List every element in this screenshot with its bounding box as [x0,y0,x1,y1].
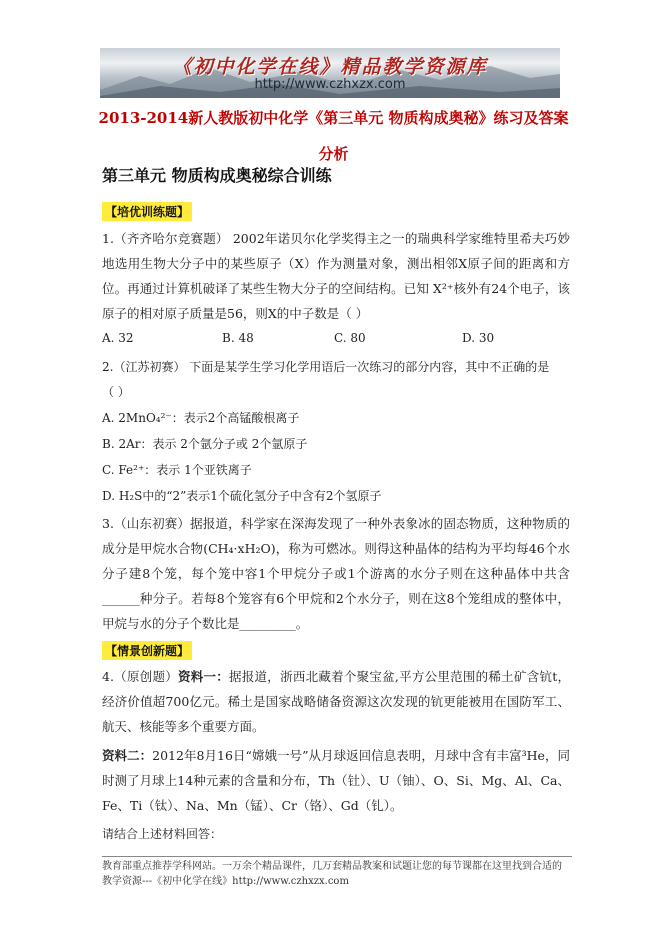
q2-option-d: D. H₂S中的“2”表示1个硫化氢分子中含有2个氢原子 [102,489,382,503]
question-4-prompt: 请结合上述材料回答： [102,827,223,841]
page-footer [102,856,572,889]
question-2-stem: 2.（江苏初赛） 下面是某学生学习化学用语后一次练习的部分内容，其中不正确的是 [102,360,550,374]
footer-line-2: 教学资源---《初中化学在线》http://www.czhxzx.com [102,876,349,887]
footer-line-1: 教育部重点推荐学科网站。一万余个精品课件，几万套精品教案和试题让您的每节课都在这里找到合适的 [102,861,562,872]
q1-option-b: B. 48 [222,331,254,345]
document-title: 2013-2014新人教版初中化学《第三单元 物质构成奥秘》练习及答案分析 [98,109,569,163]
q4-prefix: 4.（原创题） [102,669,178,684]
header-banner [100,48,560,98]
tag-scenario: 【情景创新题】 [102,641,192,660]
material-1-label: 资料一： [177,669,230,684]
q2-option-c: C. Fe²⁺：表示 1个亚铁离子 [102,463,252,477]
material-2-text: 2012年8月16日“嫦娥一号”从月球返回信息表明，月球中含有丰富³He，同时测了月球上14种元素的含量和分布，Th（钍）、U（铀）、O、Si、Mg、Al、Ca、Fe、Ti（钛）、Na、Mn（锰）、Cr（铬）、Gd（钆）。 [102,748,570,813]
q1-option-a: A. 32 [102,331,134,345]
banner-title: 《初中化学在线》精品教学资源库 [172,56,488,78]
question-4-material-2 [102,743,570,818]
question-4-material-1 [102,664,570,739]
tag-training: 【培优训练题】 [102,202,192,221]
q1-option-d: D. 30 [462,331,495,345]
question-1: 1.（齐齐哈尔竞赛题） 2002年诺贝尔化学奖得主之一的瑞典科学家维特里希夫巧妙地选用生物大分子中的某些原子（X）作为测量对象，测出相邻X原子间的距离和方位。再通过计算机破译了某些生物大分子的空间结构。已知 X²⁺核外有24个电子，该原子的相对原子质量是56，则X的中子数是（ ） [102,231,570,321]
banner-url[interactable]: http://www.czhxzx.com [254,77,406,92]
question-2-bracket: （ ） [102,385,130,399]
question-3: 3.（山东初赛）据报道，科学家在深海发现了一种外表象冰的固态物质，这种物质的成分是甲烷水合物(CH₄·xH₂O)，称为可燃冰。则得这种晶体的结构为平均每46个水分子建8个笼，每个笼中容1个甲烷分子或1个游离的水分子则在这种晶体中共含______种分子。若每8个笼容有6个甲烷和2个水分子，则在这8个笼组成的整体中，甲烷与水的分子个数比是_________。 [102,516,570,631]
q1-option-c: C. 80 [334,331,366,345]
q2-option-a: A. 2MnO₄²⁻：表示2个高锰酸根离子 [102,411,300,425]
material-2-label: 资料二： [102,748,153,763]
material-1-text: 据报道，浙西北藏着个聚宝盆,平方公里范围的稀土矿含钪t，经济价值超700亿元。稀土是国家战略储备资源这次发现的钪更能被用在国防军工、航天、核能等多个重要方面。 [102,669,570,734]
q2-option-b: B. 2Ar：表示 2个氩分子或 2个氩原子 [102,437,308,451]
section-title: 第三单元 物质构成奥秘综合训练 [102,166,332,185]
